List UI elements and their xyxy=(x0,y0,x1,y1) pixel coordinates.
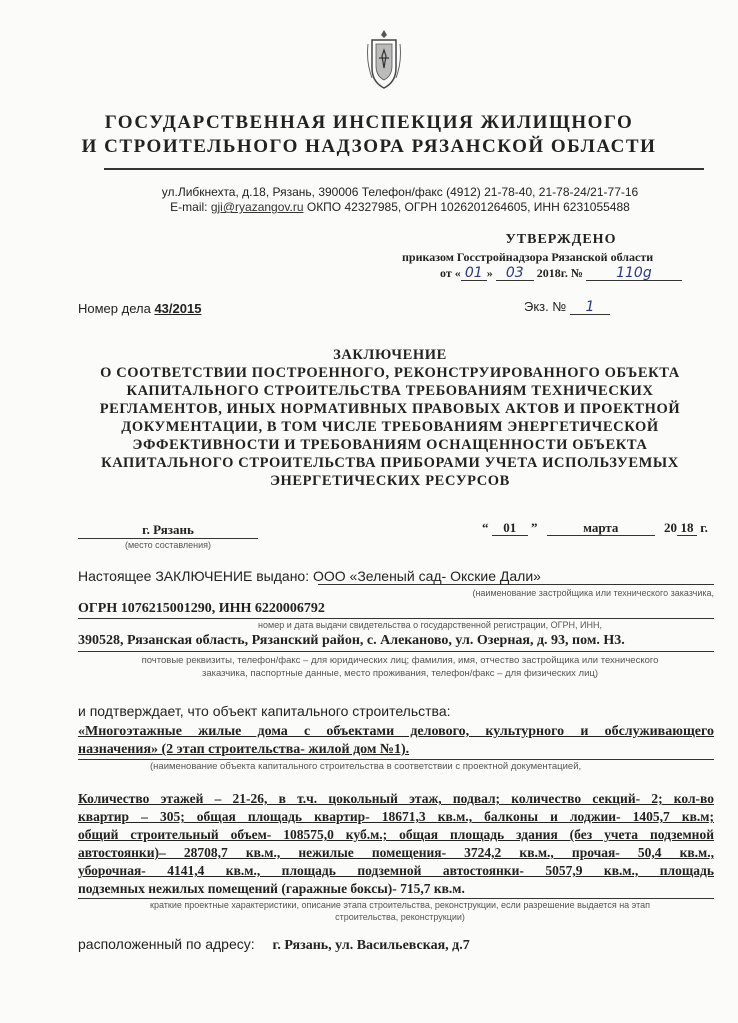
issue-year-suffix: 18 xyxy=(677,521,697,536)
characteristics-line: уборочная- 4141,4 кв.м., площадь подземной автостоянки- 5057,9 кв.м., площадь xyxy=(78,863,714,878)
developer-caption: (наименование застройщика или технического заказчика, xyxy=(472,588,714,598)
characteristics-line: квартир – 305; общая площадь квартир- 18671,3 кв.м., балконы и лоджии- 1405,7 кв.м; xyxy=(78,809,714,824)
place-of-issue: г. Рязань xyxy=(78,522,258,539)
postal-address: 390528, Рязанская область, Рязанский район, с. Алеканово, ул. Озерная, д. 93, пом. Н3. xyxy=(78,633,625,648)
issued-mid: выдано: xyxy=(256,568,310,584)
characteristics-caption-2: строительства, реконструкции) xyxy=(335,912,465,922)
approval-title: УТВЕРЖДЕНО xyxy=(505,232,617,247)
approval-number: 110g xyxy=(586,266,682,281)
object-name-line-2: назначения» (2 этап строительства- жилой дом №1). xyxy=(78,742,410,757)
title-line: КАПИТАЛЬНОГО СТРОИТЕЛЬСТВА ПРИБОРАМИ УЧЕТА ИСПОЛЬЗУЕМЫХ xyxy=(101,455,679,471)
address-caption-2: заказчика, паспортные данные, место проживания, телефон/факс – для физических лиц) xyxy=(202,668,598,679)
title-line: ЗАКЛЮЧЕНИЕ xyxy=(333,347,447,363)
issue-day: 01 xyxy=(492,521,528,536)
issue-date xyxy=(482,520,708,536)
issue-year-end: г. xyxy=(700,520,708,535)
title-line: О СООТВЕТСТВИИ ПОСТРОЕННОГО, РЕКОНСТРУИРОВАННОГО ОБЪЕКТА xyxy=(100,365,680,381)
copy-number xyxy=(524,299,610,315)
object-name-line-1: «Многоэтажные жилые дома с объектами делового, культурного и обслуживающего xyxy=(78,724,714,739)
issue-year-prefix: 20 xyxy=(664,520,677,535)
date-close-quote: ” xyxy=(531,520,538,535)
characteristics-line: общий строительный объем- 108575,0 куб.м.; общая площадь здания (без учета подземной xyxy=(78,827,714,842)
place-caption: (место составления) xyxy=(124,540,212,550)
copy-number-value: 1 xyxy=(570,300,610,315)
issued-keyword: ЗАКЛЮЧЕНИЕ xyxy=(155,568,253,584)
title-line: ДОКУМЕНТАЦИИ, В ТОМ ЧИСЛЕ ТРЕБОВАНИЯМ ЭНЕРГЕТИЧЕСКОЙ xyxy=(121,419,659,435)
title-line: ЭФФЕКТИВНОСТИ И ТРЕБОВАНИЯМ ОСНАЩЕННОСТИ ОБЪЕКТА xyxy=(132,437,648,453)
copy-number-label: Экз. № xyxy=(524,299,567,314)
ogrn-underline xyxy=(78,618,714,619)
coat-of-arms-emblem xyxy=(366,28,402,92)
address-underline xyxy=(78,651,714,652)
object-underline xyxy=(78,759,714,760)
contacts-line-1: ул.Либкнехта, д.18, Рязань, 390006 Телефон/факс (4912) 21-78-40, 21-78-24/21-77-16 xyxy=(161,185,639,199)
contacts-line-2 xyxy=(120,200,680,215)
address-caption-1: почтовые реквизиты, телефон/факс – для юридических лиц; фамилия, имя, отчество застройщика или технического xyxy=(141,655,659,666)
ogrn-caption: номер и дата выдачи свидетельства о государственной регистрации, ОГРН, ИНН, xyxy=(258,620,602,630)
approval-month: 03 xyxy=(496,266,534,281)
location-label: расположенный по адресу: xyxy=(78,936,255,952)
approval-day: 01 xyxy=(461,266,487,281)
title-line: КАПИТАЛЬНОГО СТРОИТЕЛЬСТВА ТРЕБОВАНИЯМ ТЕХНИЧЕСКИХ xyxy=(126,383,654,399)
issued-underline xyxy=(318,584,714,585)
object-caption: (наименование объекта капитального строительства в соответствии с проектной документацией, xyxy=(150,761,582,772)
email-link[interactable]: gji@ryazangov.ru xyxy=(210,200,304,214)
approval-order: приказом Госстройнадзора Рязанской области xyxy=(402,250,654,264)
title-line: РЕГЛАМЕНТОВ, ИНЫХ НОРМАТИВНЫХ ПРАВОВЫХ АКТОВ И ПРОЕКТНОЙ xyxy=(99,401,681,417)
email-label: E-mail: xyxy=(170,200,208,214)
case-number xyxy=(78,301,201,316)
characteristics-caption-1: краткие проектные характеристики, описание этапа строительства, реконструкции, если разрешение выдается на этап xyxy=(150,900,650,910)
object-intro: и подтверждает, что объект капитального строительства: xyxy=(78,703,451,719)
issued-to xyxy=(78,568,541,584)
characteristics-underline xyxy=(78,898,714,899)
developer-name: ООО «Зеленый сад- Окские Дали» xyxy=(313,568,541,584)
header-divider xyxy=(104,168,704,170)
case-number-value: 43/2015 xyxy=(154,301,202,316)
location-address: г. Рязань, ул. Васильевская, д.7 xyxy=(272,938,470,953)
case-number-label: Номер дела xyxy=(78,301,151,316)
characteristics-last-line: подземных нежилых помещений (гаражные боксы)- 715,7 кв.м. xyxy=(78,881,465,896)
ogrn-inn: ОГРН 1076215001290, ИНН 6220006792 xyxy=(78,601,325,616)
organization-name-line-2: И СТРОИТЕЛЬНОГО НАДЗОРА РЯЗАНСКОЙ ОБЛАСТИ xyxy=(81,136,657,157)
title-line: ЭНЕРГЕТИЧЕСКИХ РЕСУРСОВ xyxy=(270,473,510,489)
characteristics-line: Количество этажей – 21-26, в т.ч. цокольный этаж, подвал; количество секций- 2; кол-во xyxy=(78,791,714,806)
location xyxy=(78,936,470,954)
approval-date-mid: » xyxy=(486,266,493,280)
date-open-quote: “ xyxy=(482,520,489,535)
approval-date xyxy=(440,266,720,281)
characteristics-line: автостоянки)– 28708,7 кв.м., нежилые помещения- 3724,2 кв.м., прочая- 50,4 кв.м., xyxy=(78,845,714,860)
approval-date-from: от « xyxy=(440,266,461,280)
issue-month: марта xyxy=(547,521,655,536)
approval-year: 2018г. № xyxy=(536,266,583,280)
issued-prefix: Настоящее xyxy=(78,568,152,584)
organization-name-line-1: ГОСУДАРСТВЕННАЯ ИНСПЕКЦИЯ ЖИЛИЩНОГО xyxy=(104,112,634,133)
registry-codes: ОКПО 42327985, ОГРН 1026201264605, ИНН 6231055488 xyxy=(306,200,630,214)
